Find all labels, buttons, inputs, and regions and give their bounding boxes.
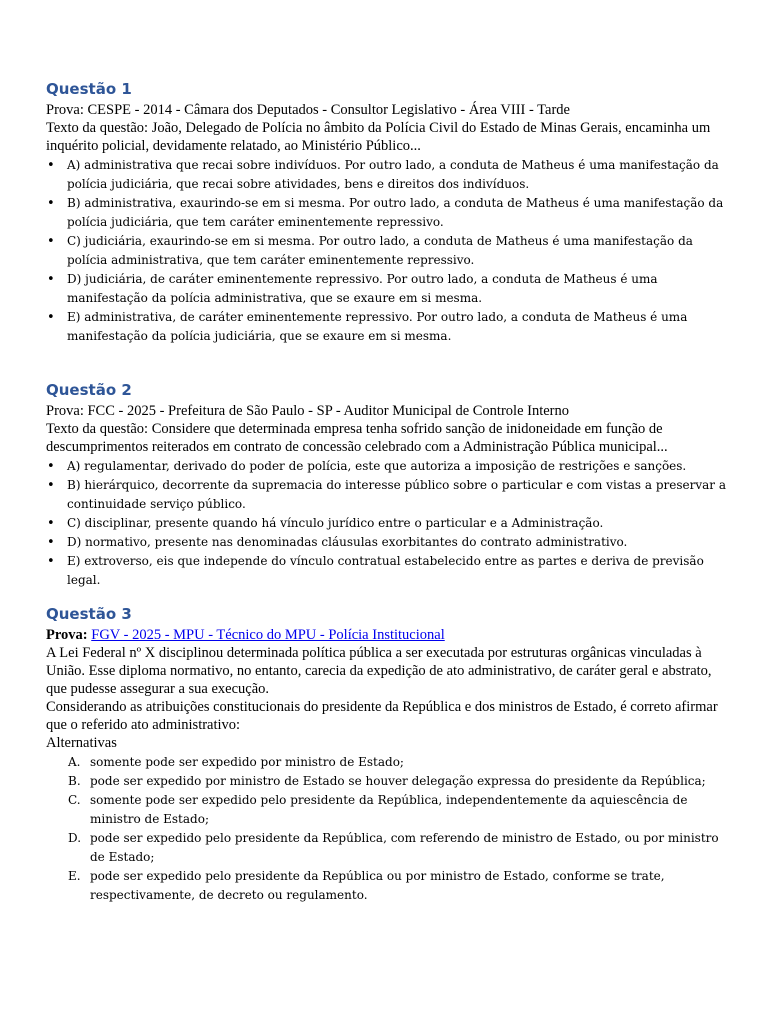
alternative-text: pode ser expedido pelo presidente da República ou por ministro de Estado, conforme se trate, respectivamente, de decreto ou regulamento. [90, 869, 665, 902]
question-2-prova: Prova: FCC - 2025 - Prefeitura de São Paulo - SP - Auditor Municipal de Controle Interno [46, 403, 570, 419]
question-1-option-c: • C) judiciária, exaurindo-se em si mesma. Por outro lado, a conduta de Matheus é uma manifestação da polícia administrativa, que tem caráter eminentemente repressivo. [46, 232, 726, 270]
question-1-texto: Texto da questão: João, Delegado de Polícia no âmbito da Polícia Civil do Estado de Minas Gerais, encaminha um inquérito policial, devidamente relatado, ao Ministério Público... [46, 120, 711, 154]
alternative-letter: C. [68, 793, 81, 807]
question-2-option-d: • D) normativo, presente nas denominadas cláusulas exorbitantes do contrato administrativo. [46, 533, 726, 552]
alternative-letter: E. [68, 869, 81, 883]
question-2-option-a: • A) regulamentar, derivado do poder de polícia, este que autoriza a imposição de restrições e sanções. [46, 457, 726, 476]
question-1-title: Questão 1 [46, 80, 132, 98]
question-1 [46, 79, 726, 346]
alternative-text: somente pode ser expedido por ministro de Estado; [90, 755, 404, 769]
question-2-option-e: • E) extroverso, eis que independe do vínculo contratual estabelecido entre as partes e deriva de previsão legal. [46, 552, 726, 590]
question-3-alternativas-label: Alternativas [46, 735, 117, 751]
question-3-alternatives [46, 753, 726, 905]
question-3 [46, 604, 726, 905]
question-1-option-d: • D) judiciária, de caráter eminentemente repressivo. Por outro lado, a conduta de Matheus é uma manifestação da polícia administrativa, que se exaure em si mesma. [46, 270, 726, 308]
question-3-alternative-b [46, 772, 726, 791]
question-1-options [46, 156, 726, 346]
question-3-alternative-c [46, 791, 726, 829]
alternative-text: pode ser expedido por ministro de Estado se houver delegação expressa do presidente da República; [90, 774, 706, 788]
question-2-texto: Texto da questão: Considere que determinada empresa tenha sofrido sanção de inidoneidade em função de descumprimentos reiterados em contrato de concessão celebrado com a Administração Pública municipal... [46, 421, 668, 455]
question-3-prova-link[interactable]: FGV - 2025 - MPU - Técnico do MPU - Polícia Institucional [91, 627, 445, 643]
question-1-option-a: • A) administrativa que recai sobre indivíduos. Por outro lado, a conduta de Matheus é uma manifestação da polícia judiciária, que recai sobre atividades, bens e direitos dos indivíduos. [46, 156, 726, 194]
alternative-letter: D. [68, 831, 82, 845]
alternative-text: somente pode ser expedido pelo presidente da República, independentemente da aquiescência de ministro de Estado; [90, 793, 688, 826]
question-3-paragraph-2: Considerando as atribuições constitucionais do presidente da República e dos ministros de Estado, é correto afirmar que o referido ato administrativo: [46, 699, 718, 733]
question-2-option-c: • C) disciplinar, presente quando há vínculo jurídico entre o particular e a Administração. [46, 514, 726, 533]
question-2-options [46, 457, 726, 590]
question-2-title: Questão 2 [46, 381, 132, 399]
question-1-option-b: • B) administrativa, exaurindo-se em si mesma. Por outro lado, a conduta de Matheus é uma manifestação da polícia judiciária, que tem caráter eminentemente repressivo. [46, 194, 726, 232]
question-3-prova [46, 626, 726, 644]
question-3-alternative-a [46, 753, 726, 772]
alternative-text: pode ser expedido pelo presidente da República, com referendo de ministro de Estado, ou por ministro de Estado; [90, 831, 719, 864]
question-3-prova-label: Prova: [46, 627, 88, 643]
question-2 [46, 380, 726, 590]
question-3-alternative-d [46, 829, 726, 867]
question-1-prova: Prova: CESPE - 2014 - Câmara dos Deputados - Consultor Legislativo - Área VIII - Tarde [46, 102, 570, 118]
question-1-option-e: • E) administrativa, de caráter eminentemente repressivo. Por outro lado, a conduta de Matheus é uma manifestação da polícia judiciária, que se exaure em si mesma. [46, 308, 726, 346]
alternative-letter: A. [68, 755, 81, 769]
question-3-paragraph-1: A Lei Federal nº X disciplinou determinada política pública a ser executada por estruturas orgânicas vinculadas à União. Esse diploma normativo, no entanto, carecia da expedição de ato administrativo, de caráter geral e abstrato, que pudesse assegurar a sua execução. [46, 645, 712, 697]
alternative-letter: B. [68, 774, 81, 788]
question-3-title: Questão 3 [46, 605, 132, 623]
question-2-option-b: • B) hierárquico, decorrente da supremacia do interesse público sobre o particular e com vistas a preservar a continuidade serviço público. [46, 476, 726, 514]
question-3-alternative-e [46, 867, 726, 905]
